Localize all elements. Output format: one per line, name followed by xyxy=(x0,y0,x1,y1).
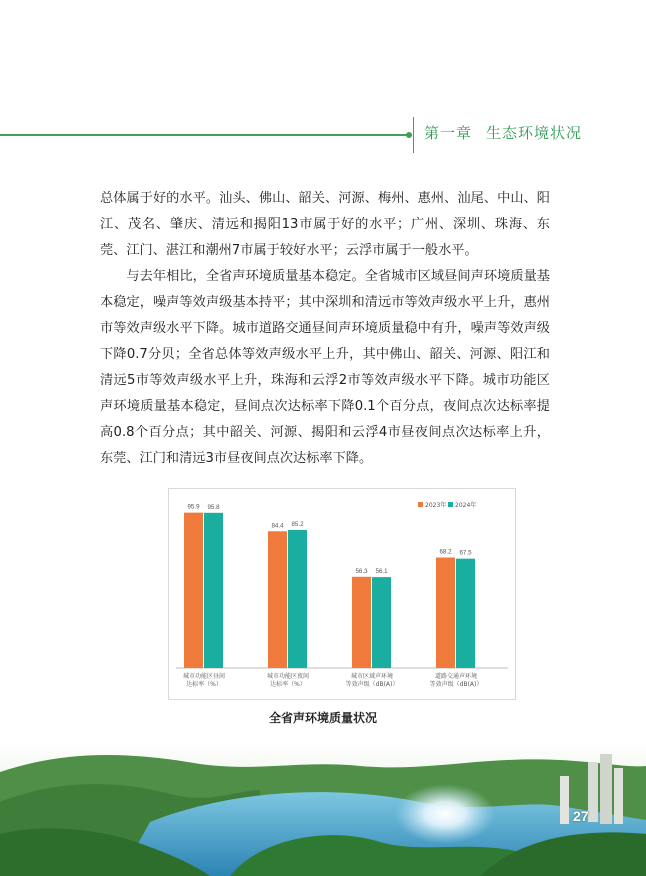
category-label: 城市功能区昼间 xyxy=(182,673,226,680)
category-label: 等效声级（dB(A)） xyxy=(345,681,399,688)
data-label: 95.9 xyxy=(187,503,200,511)
bar-2024年-4 xyxy=(456,559,475,668)
category-label: 道路交通声环境 xyxy=(434,673,478,680)
landscape-banner xyxy=(0,742,646,876)
page-number: 27 xyxy=(573,808,589,824)
category-label: 达标率（%） xyxy=(270,681,306,688)
legend-label: 2024年 xyxy=(455,502,477,509)
data-label: 56.1 xyxy=(375,568,388,576)
header-rule xyxy=(0,134,412,136)
paragraph-1: 总体属于好的水平。汕头、佛山、韶关、河源、梅州、惠州、汕尾、中山、阳江、茂名、肇庆、清远和揭阳13市属于好的水平；广州、深圳、珠海、东莞、江门、湛江和潮州7市属于较好水平；云浮市属于一般水平。 xyxy=(100,191,550,258)
chapter-title: 生态环境状况 xyxy=(486,124,583,142)
legend-label: 2023年 xyxy=(425,502,447,509)
chapter-heading xyxy=(424,122,582,143)
data-label: 95.8 xyxy=(207,503,220,511)
legend-swatch xyxy=(448,502,453,507)
bar-2023年-4 xyxy=(436,558,455,668)
bar-2024年-2 xyxy=(288,530,307,668)
noise-quality-chart xyxy=(168,488,516,700)
category-label: 城市功能区夜间 xyxy=(266,673,310,680)
body-text xyxy=(100,186,550,472)
bar-2023年-1 xyxy=(184,513,203,668)
landscape-illustration xyxy=(0,742,646,876)
data-label: 85.2 xyxy=(291,520,304,528)
data-label: 68.2 xyxy=(439,548,452,556)
data-label: 56.3 xyxy=(355,567,368,575)
category-label: 等效声级（dB(A)） xyxy=(429,681,483,688)
chapter-number: 第一章 xyxy=(424,124,473,142)
bar-2024年-1 xyxy=(204,513,223,668)
data-label: 84.4 xyxy=(271,522,284,530)
category-label: 城市区域声环境 xyxy=(350,673,394,680)
data-label: 67.5 xyxy=(459,549,472,557)
bar-2023年-2 xyxy=(268,531,287,668)
bar-2023年-3 xyxy=(352,577,371,668)
legend-swatch xyxy=(418,502,423,507)
chart-svg xyxy=(168,488,516,700)
bar-2024年-3 xyxy=(372,577,391,668)
paragraph-2: 与去年相比，全省声环境质量基本稳定。全省城市区域昼间声环境质量基本稳定，噪声等效声级基本持平；其中深圳和清远市等效声级水平上升，惠州市等效声级水平下降。城市道路交通昼间声环境质量稳中有升，噪声等效声级下降0.7分贝；全省总体等效声级水平上升，其中佛山、韶关、河源、阳江和清远5市等效声级水平上升，珠海和云浮2市等效声级水平下降。城市功能区声环境质量基本稳定，昼间点次达标率下降0.1个百分点，夜间点次达标率提高0.8个百分点；其中韶关、河源、揭阳和云浮4市昼夜间点次达标率上升，东莞、江门和清远3市昼夜间点次达标率下降。 xyxy=(100,269,550,466)
chart-caption: 全省声环境质量状况 xyxy=(268,711,377,725)
category-label: 达标率（%） xyxy=(186,681,222,688)
header-separator xyxy=(413,117,414,153)
